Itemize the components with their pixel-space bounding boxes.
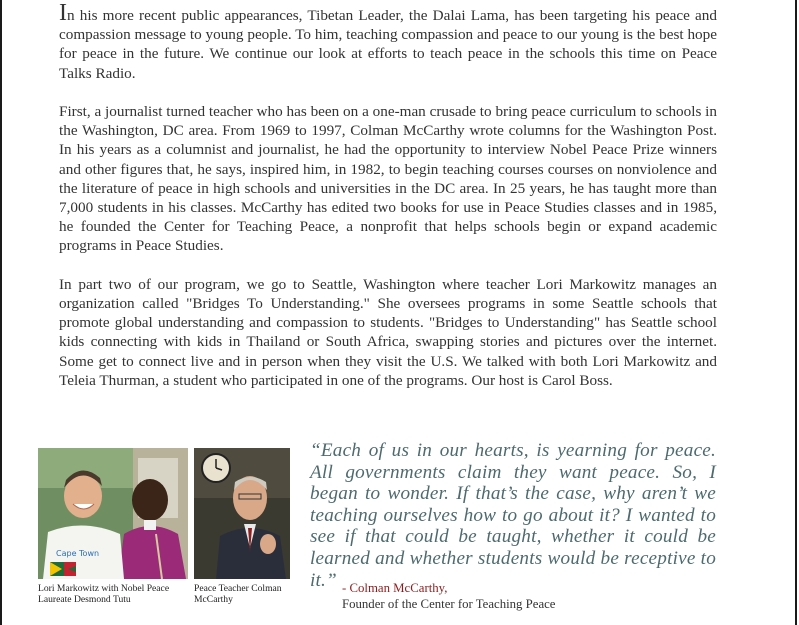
photo-mccarthy — [194, 448, 290, 579]
photo-2-caption: Peace Teacher Colman McCarthy — [194, 583, 282, 605]
shirt-text: Cape Town — [56, 549, 100, 558]
article-paragraph-3: In part two of our program, we go to Seattle, Washington where teacher Lori Markowitz manages an organization called "Bridges To Understanding." She oversees programs in some Seattle schools that promote global understanding and compassion to students. "Bridges to Understanding" has Seattle school kids connecting with kids in Thailand or South Africa, swapping stories and pictures over the internet. Some get to connect live and in person when they visit the U.S. We talked with both Lori Markowitz and Teleia Thurman, a student who participated in one of the programs. Our host is Carol Boss. — [59, 275, 717, 389]
attribution-name: - Colman McCarthy, — [342, 581, 448, 595]
article-paragraph-1 — [59, 0, 717, 83]
pull-quote: “Each of us in our hearts, is yearning for peace. All governments claim they want peace. So, I began to wonder. If that’s the case, why aren’t we teaching ourselves how to go about it? I wanted to see if that could be taught, whether it could be learned and whether students would be receptive to it.” — [310, 440, 716, 591]
attribution-title: Founder of the Center for Teaching Peace — [342, 597, 556, 611]
article-body — [59, 0, 717, 409]
drop-cap: I — [59, 0, 67, 26]
photo-1-caption: Lori Markowitz with Nobel Peace Laureate Desmond Tutu — [38, 583, 170, 605]
paragraph-1-text: n his more recent public appearances, Tibetan Leader, the Dalai Lama, has been targeting his peace and compassion message to young people. To him, teaching compassion and peace to our young is the best hope for peace in the future. We continue our look at efforts to teach peace in the schools this time on Peace Talks Radio. — [59, 7, 717, 82]
photo-markowitz-tutu — [38, 448, 188, 579]
article-paragraph-2: First, a journalist turned teacher who has been on a one-man crusade to bring peace curriculum to schools in the Washington, DC area. From 1969 to 1997, Colman McCarthy wrote columns for the Washington Post. In his years as a columnist and journalist, he had the opportunity to interview Nobel Peace Prize winners and other figures that, he says, inspired him, in 1982, to begin teaching courses courses on nonviolence and the literature of peace in high schools and universities in the DC area. In 25 years, he has taught more than 7,000 students in his classes. McCarthy has edited two books for use in Peace Studies classes and in 1985, he founded the Center for Teaching Peace, a nonprofit that helps schools begin or expand academic programs in Peace Studies. — [59, 103, 717, 255]
quote-attribution — [342, 580, 556, 612]
